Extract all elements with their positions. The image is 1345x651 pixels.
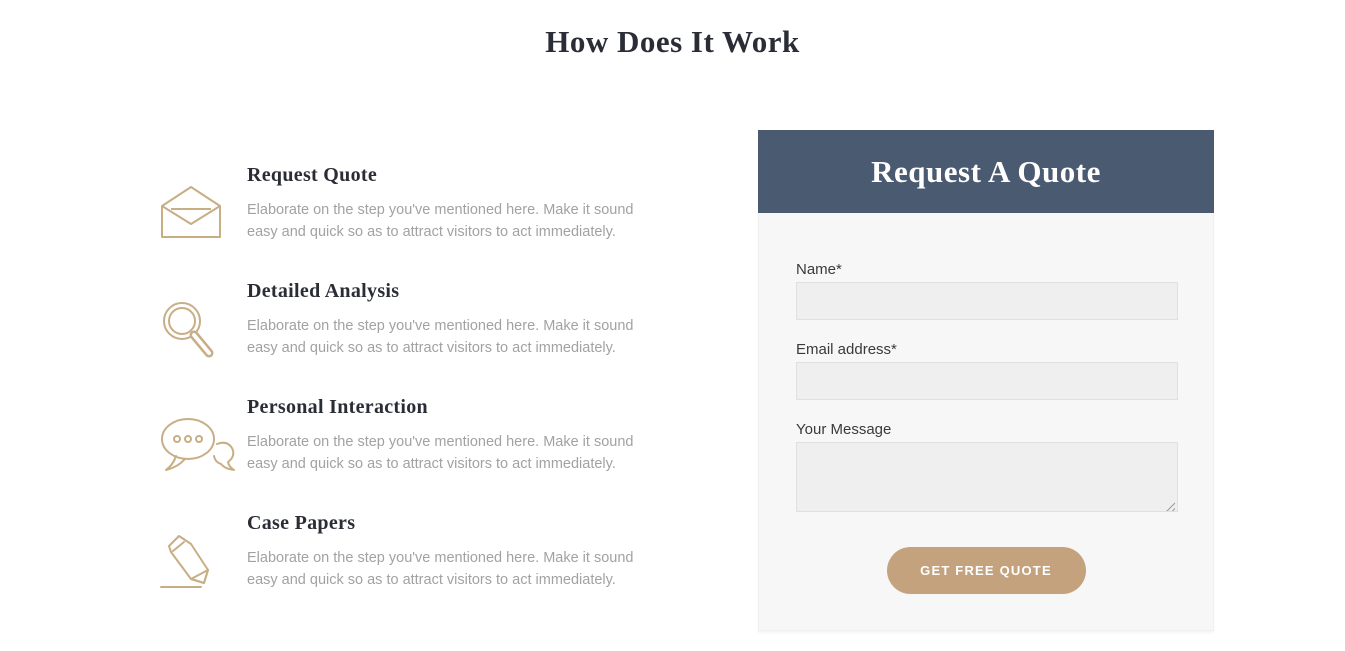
- request-quote-form: [758, 130, 1214, 631]
- email-input[interactable]: [796, 362, 1178, 400]
- form-body: [758, 213, 1214, 631]
- magnifier-icon: [157, 298, 241, 362]
- step-detailed-analysis: [157, 278, 647, 394]
- step-description: Elaborate on the step you've mentioned here. Make it sound easy and quick so as to attract visitors to act immediately.: [247, 550, 634, 588]
- step-title: Personal Interaction: [247, 396, 428, 418]
- message-label: Your Message: [796, 421, 892, 438]
- message-input[interactable]: [796, 442, 1178, 512]
- step-description: Elaborate on the step you've mentioned here. Make it sound easy and quick so as to attract visitors to act immediately.: [247, 434, 634, 472]
- step-case-papers: [157, 510, 647, 626]
- chat-icon: [157, 414, 241, 478]
- form-title: Request A Quote: [871, 153, 1101, 189]
- step-personal-interaction: [157, 394, 647, 510]
- message-field-group: [796, 420, 1176, 517]
- email-label: Email address*: [796, 341, 897, 358]
- form-header: [758, 130, 1214, 213]
- page-title: How Does It Work: [545, 24, 800, 59]
- email-field-group: [796, 340, 1176, 400]
- pencil-icon: [157, 530, 241, 594]
- step-description: Elaborate on the step you've mentioned here. Make it sound easy and quick so as to attract visitors to act immediately.: [247, 318, 634, 356]
- step-title: Case Papers: [247, 512, 356, 534]
- name-label: Name*: [796, 261, 842, 278]
- get-free-quote-button[interactable]: GET FREE QUOTE: [887, 547, 1086, 594]
- step-request-quote: [157, 162, 647, 278]
- name-field-group: [796, 260, 1176, 320]
- envelope-icon: [157, 182, 241, 246]
- name-input[interactable]: [796, 282, 1178, 320]
- step-title: Request Quote: [247, 164, 378, 186]
- step-title: Detailed Analysis: [247, 280, 400, 302]
- step-description: Elaborate on the step you've mentioned here. Make it sound easy and quick so as to attract visitors to act immediately.: [247, 202, 634, 240]
